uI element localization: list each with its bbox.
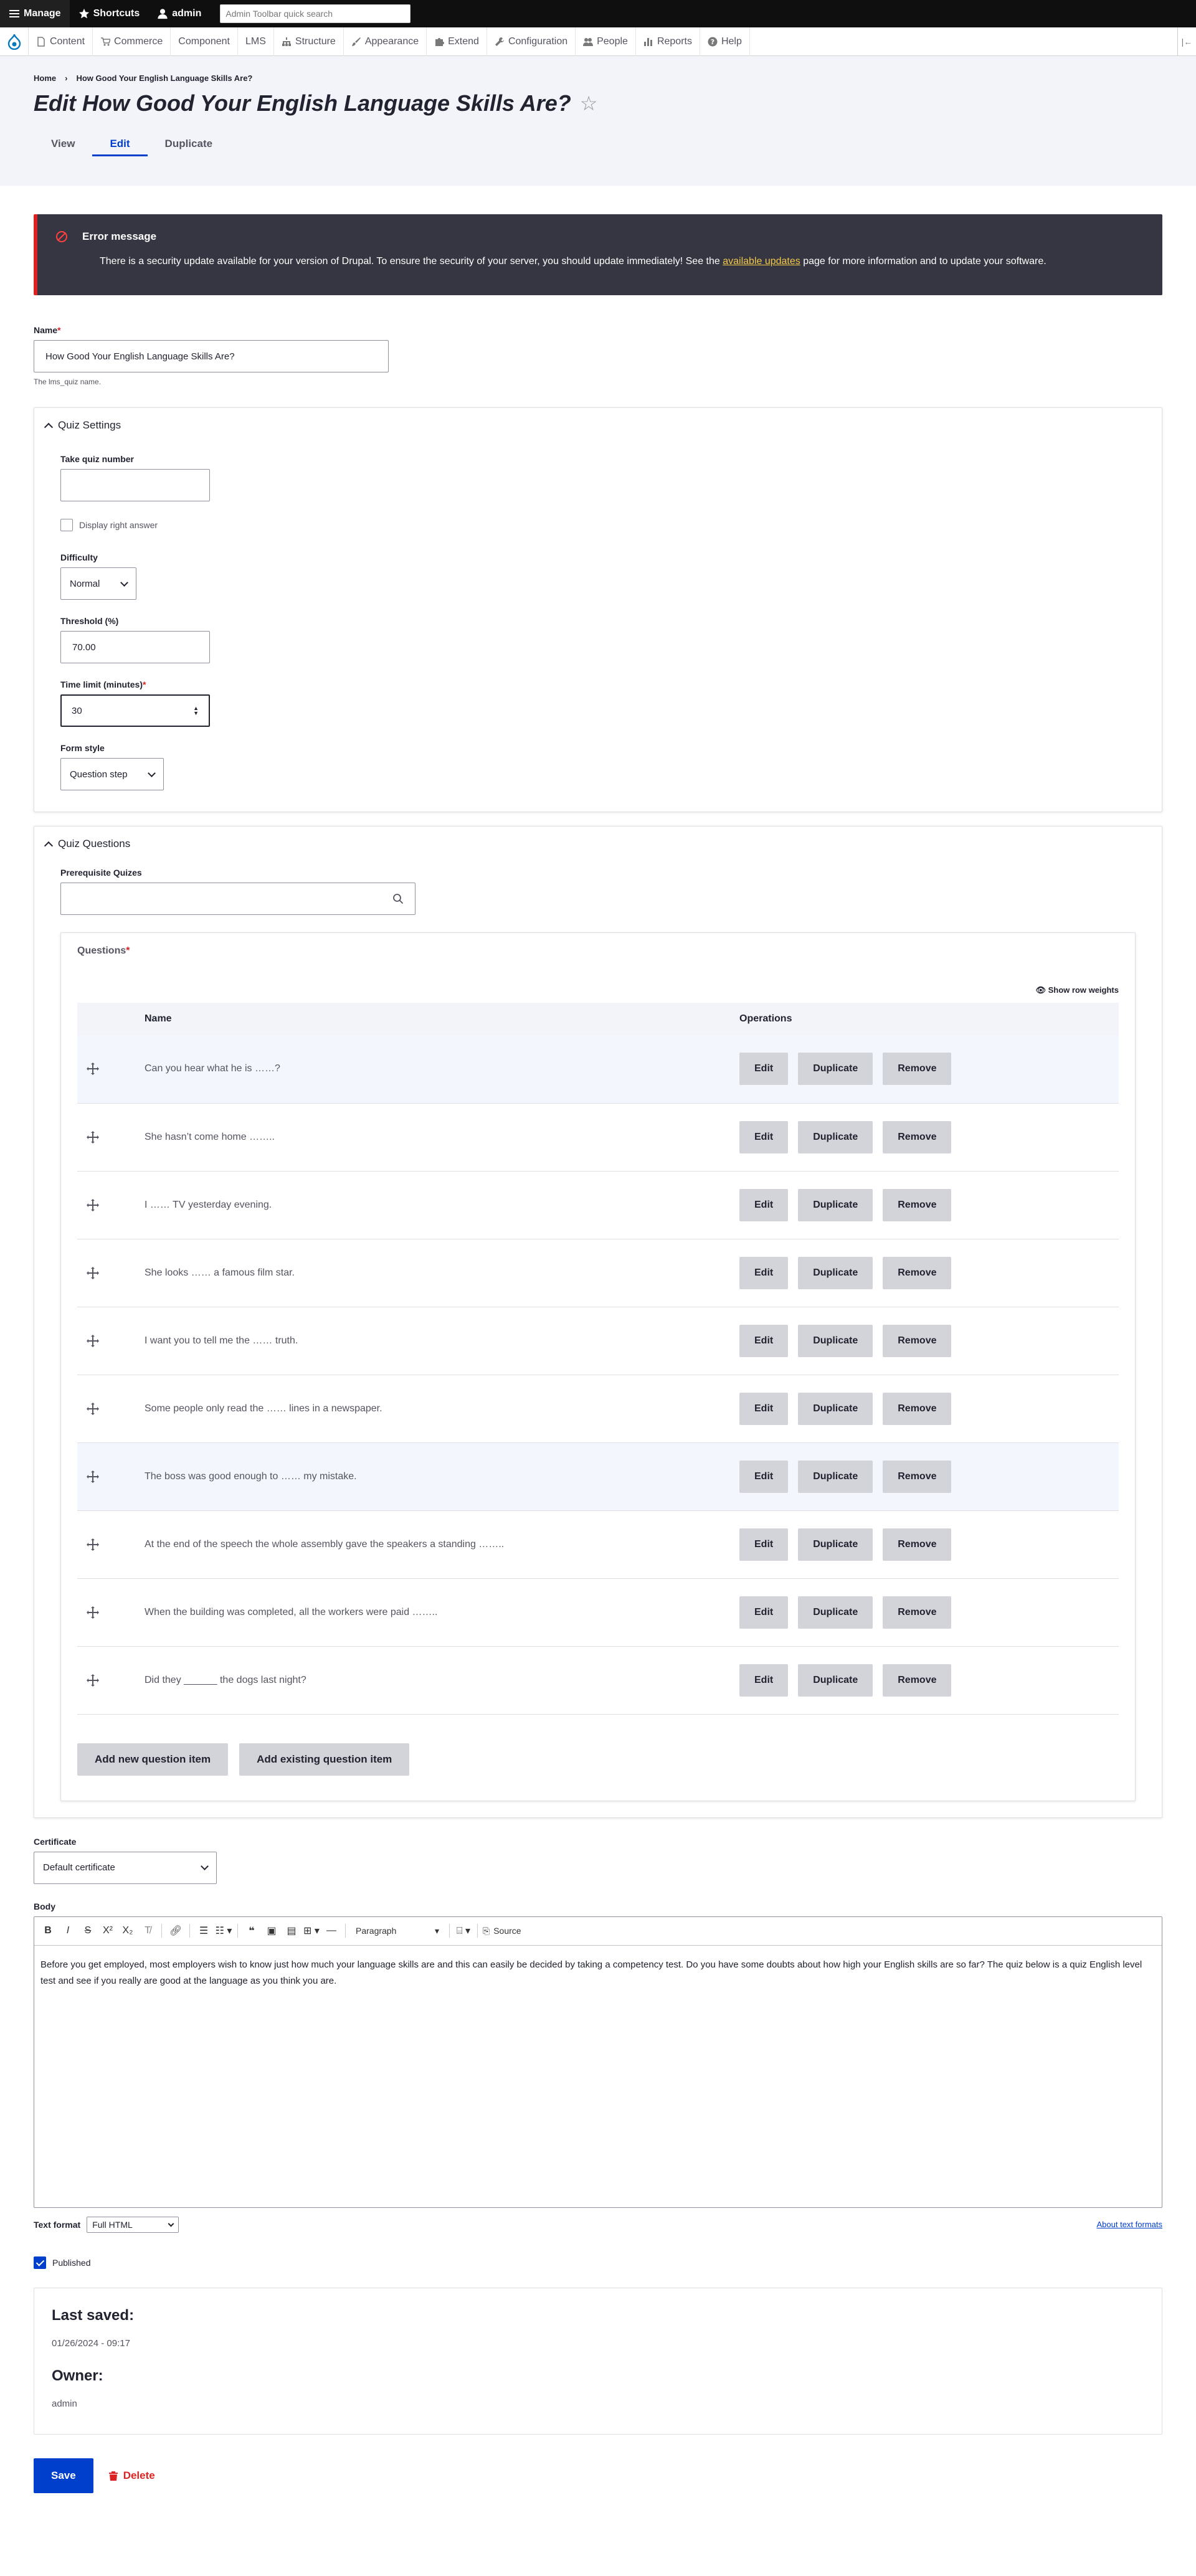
remove-button[interactable]: Remove bbox=[883, 1257, 951, 1289]
search-icon bbox=[392, 893, 404, 904]
table-row bbox=[77, 1103, 1119, 1171]
code-block-icon[interactable]: ⌸ ▾ bbox=[456, 1926, 471, 1936]
drag-handle-cell bbox=[77, 1646, 145, 1714]
paragraph-label: Paragraph bbox=[356, 1926, 397, 1936]
remove-button[interactable]: Remove bbox=[883, 1189, 951, 1221]
source-button[interactable] bbox=[483, 1921, 521, 1940]
tray-item-component[interactable] bbox=[171, 27, 238, 56]
tab-view[interactable]: View bbox=[51, 138, 75, 149]
tray-label: People bbox=[597, 36, 628, 47]
drag-handle-icon[interactable] bbox=[86, 1266, 100, 1280]
drag-handle-cell bbox=[77, 1239, 145, 1307]
quiz-settings-summary[interactable] bbox=[34, 408, 1162, 443]
tray-label: Commerce bbox=[114, 36, 163, 47]
error-message bbox=[34, 214, 1162, 295]
drag-handle-cell bbox=[77, 1510, 145, 1578]
edit-button[interactable]: Edit bbox=[739, 1393, 788, 1425]
source-label: Source bbox=[493, 1926, 521, 1936]
operations-cell bbox=[739, 1510, 1119, 1578]
operations-cell bbox=[739, 1035, 1119, 1103]
meta-box bbox=[34, 2288, 1162, 2435]
duplicate-button[interactable]: Duplicate bbox=[798, 1189, 873, 1221]
duplicate-button[interactable]: Duplicate bbox=[798, 1528, 873, 1561]
bold-icon[interactable]: B bbox=[44, 1925, 52, 1936]
owner-value: admin bbox=[52, 2398, 77, 2409]
drag-handle-icon[interactable] bbox=[86, 1606, 100, 1619]
toolbar-separator bbox=[449, 1924, 450, 1938]
tray-orientation-toggle-icon[interactable]: |← bbox=[1177, 27, 1196, 56]
header-name: Name bbox=[145, 1013, 172, 1024]
time-limit-input[interactable] bbox=[60, 694, 210, 727]
edit-button[interactable]: Edit bbox=[739, 1121, 788, 1153]
about-text-formats-link[interactable]: About text formats bbox=[1096, 2220, 1162, 2229]
tray-label: Appearance bbox=[364, 36, 419, 47]
subscript-icon[interactable]: X₂ bbox=[122, 1925, 133, 1936]
certificate-field-group bbox=[34, 1837, 1162, 1884]
threshold-label: Threshold (%) bbox=[60, 616, 119, 626]
questions-fieldset bbox=[60, 932, 1136, 1801]
time-limit-value: 30 bbox=[72, 705, 82, 716]
chevron-down-icon bbox=[148, 769, 156, 777]
tray-label: Reports bbox=[657, 36, 692, 47]
toolbar-separator bbox=[189, 1924, 190, 1938]
error-text bbox=[100, 254, 1144, 269]
form-style-value: Question step bbox=[70, 769, 128, 780]
drag-handle-cell bbox=[77, 1103, 145, 1171]
quiz-settings-details bbox=[34, 407, 1162, 812]
owner-label: Owner: bbox=[52, 2367, 103, 2384]
edit-button[interactable]: Edit bbox=[739, 1528, 788, 1561]
remove-button[interactable]: Remove bbox=[883, 1393, 951, 1425]
editor-toolbar bbox=[34, 1917, 1162, 1946]
published-label: Published bbox=[52, 2257, 91, 2268]
drag-handle-icon[interactable] bbox=[86, 1538, 100, 1551]
table-row bbox=[77, 1442, 1119, 1510]
tray-item-commerce[interactable] bbox=[93, 27, 171, 56]
admin-quick-search-input[interactable] bbox=[220, 4, 411, 23]
user-icon bbox=[157, 8, 168, 19]
operations-cell bbox=[739, 1375, 1119, 1442]
questions-table bbox=[77, 1003, 1119, 1715]
tray-label: LMS bbox=[245, 36, 266, 47]
people-icon bbox=[583, 37, 593, 47]
duplicate-button[interactable]: Duplicate bbox=[798, 1393, 873, 1425]
remove-button[interactable]: Remove bbox=[883, 1664, 951, 1697]
question-name: The boss was good enough to …… my mistake. bbox=[145, 1470, 357, 1482]
tray-item-appearance[interactable] bbox=[344, 27, 427, 56]
show-row-weights-label: Show row weights bbox=[1048, 985, 1119, 995]
italic-icon[interactable]: I bbox=[66, 1925, 70, 1936]
remove-button[interactable]: Remove bbox=[883, 1528, 951, 1561]
operations-cell bbox=[739, 1103, 1119, 1171]
edit-button[interactable]: Edit bbox=[739, 1664, 788, 1697]
tray-item-extend[interactable] bbox=[427, 27, 487, 56]
edit-button[interactable]: Edit bbox=[739, 1325, 788, 1357]
operations-cell bbox=[739, 1578, 1119, 1646]
table-row bbox=[77, 1510, 1119, 1578]
last-saved-value: 01/26/2024 - 09:17 bbox=[52, 2337, 130, 2349]
display-right-answer-label: Display right answer bbox=[79, 520, 158, 530]
drag-handle-cell bbox=[77, 1307, 145, 1375]
spinner-icon[interactable]: ▲ ▼ bbox=[193, 705, 199, 716]
tray-item-structure[interactable] bbox=[274, 27, 344, 56]
image-icon[interactable]: ▣ bbox=[267, 1926, 277, 1936]
content-icon bbox=[36, 37, 46, 47]
add-existing-question-button[interactable]: Add existing question item bbox=[239, 1743, 409, 1776]
drag-handle-cell bbox=[77, 1171, 145, 1239]
rich-text-editor bbox=[34, 1916, 1162, 2208]
drupal-logo-icon[interactable] bbox=[0, 27, 29, 56]
difficulty-value: Normal bbox=[70, 578, 100, 589]
star-shortcut-icon[interactable]: ☆ bbox=[579, 92, 598, 115]
tray-label: Structure bbox=[295, 36, 336, 47]
name-field-group bbox=[34, 325, 1162, 386]
form-style-label: Form style bbox=[60, 743, 105, 753]
take-quiz-input[interactable] bbox=[60, 469, 210, 501]
media-icon[interactable]: ▤ bbox=[287, 1926, 297, 1936]
text-format-select[interactable] bbox=[87, 2217, 179, 2233]
name-description: The lms_quiz name. bbox=[34, 377, 102, 386]
table-row bbox=[77, 1239, 1119, 1307]
breadcrumb-separator-icon: › bbox=[65, 73, 68, 83]
shortcuts-button[interactable] bbox=[70, 0, 149, 27]
tray-label: Component bbox=[178, 36, 230, 47]
tray-item-people[interactable] bbox=[576, 27, 636, 56]
save-button[interactable]: Save bbox=[34, 2458, 93, 2493]
hamburger-icon bbox=[9, 8, 20, 19]
shortcuts-label: Shortcuts bbox=[93, 8, 140, 19]
tab-duplicate[interactable]: Duplicate bbox=[164, 138, 213, 149]
published-checkbox[interactable] bbox=[34, 2256, 46, 2269]
puzzle-icon bbox=[434, 37, 444, 47]
tray-label: Extend bbox=[448, 36, 479, 47]
editor-body[interactable]: Before you get employed, most employers wish to know just how much your language skills are and this can easily be decided by taking a competency test. Do you have some doubts about how high your English skills are so far? The quiz below is a quiz English level test and see if you really are good at the language as you think you are. bbox=[40, 1959, 1142, 1986]
published-row bbox=[34, 2256, 1162, 2269]
main-content bbox=[0, 186, 1196, 2531]
drag-handle-cell bbox=[77, 1035, 145, 1103]
error-icon bbox=[56, 231, 67, 242]
tray-item-configuration[interactable] bbox=[487, 27, 576, 56]
text-format-value: Full HTML bbox=[92, 2219, 133, 2230]
chevron-down-icon bbox=[201, 1862, 209, 1870]
duplicate-button[interactable]: Duplicate bbox=[798, 1596, 873, 1629]
operations-cell bbox=[739, 1239, 1119, 1307]
form-style-select[interactable] bbox=[60, 758, 164, 790]
required-marker: * bbox=[142, 680, 146, 689]
toolbar-separator bbox=[477, 1924, 478, 1938]
tray-item-lms[interactable] bbox=[238, 27, 274, 56]
duplicate-button[interactable]: Duplicate bbox=[798, 1325, 873, 1357]
chevron-up-icon bbox=[44, 841, 53, 850]
show-row-weights-button[interactable] bbox=[77, 985, 1119, 995]
chevron-up-icon bbox=[44, 422, 53, 431]
question-name: Can you hear what he is ……? bbox=[145, 1063, 280, 1074]
threshold-input[interactable]: 70.00 bbox=[60, 631, 210, 663]
bulleted-list-icon[interactable]: ☰ bbox=[199, 1926, 209, 1936]
operations-cell bbox=[739, 1442, 1119, 1510]
remove-button[interactable]: Remove bbox=[883, 1053, 951, 1085]
drag-handle-icon[interactable] bbox=[86, 1062, 100, 1076]
prerequisite-quizzes-input[interactable] bbox=[60, 883, 415, 915]
quiz-settings-title: Quiz Settings bbox=[58, 419, 121, 431]
page-title-row bbox=[34, 90, 1162, 116]
toolbar-separator bbox=[345, 1924, 346, 1938]
paragraph-format-dropdown[interactable] bbox=[351, 1926, 444, 1936]
wrench-icon bbox=[495, 37, 505, 47]
name-input[interactable]: How Good Your English Language Skills Are? bbox=[34, 340, 389, 372]
quiz-questions-title: Quiz Questions bbox=[58, 838, 131, 850]
table-header-row bbox=[77, 1003, 1119, 1035]
drag-handle-icon[interactable] bbox=[86, 1198, 100, 1212]
breadcrumb bbox=[34, 73, 1162, 83]
blockquote-icon[interactable]: ❝ bbox=[249, 1926, 255, 1936]
duplicate-button[interactable]: Duplicate bbox=[798, 1121, 873, 1153]
question-name: She looks …… a famous film star. bbox=[145, 1267, 295, 1278]
table-row bbox=[77, 1375, 1119, 1442]
drag-handle-cell bbox=[77, 1578, 145, 1646]
header-operations: Operations bbox=[739, 1013, 792, 1024]
commerce-icon bbox=[100, 37, 110, 47]
add-new-question-button[interactable]: Add new question item bbox=[77, 1743, 228, 1776]
question-name: Did they ______ the dogs last night? bbox=[145, 1674, 306, 1685]
name-label: Name bbox=[34, 325, 58, 335]
edit-button[interactable]: Edit bbox=[739, 1461, 788, 1493]
questions-label: Questions bbox=[77, 945, 126, 956]
drag-handle-icon[interactable] bbox=[86, 1334, 100, 1348]
difficulty-select[interactable] bbox=[60, 567, 136, 600]
operations-cell bbox=[739, 1307, 1119, 1375]
drag-handle-cell bbox=[77, 1442, 145, 1510]
breadcrumb-current[interactable]: How Good Your English Language Skills Are? bbox=[76, 73, 253, 83]
table-row bbox=[77, 1035, 1119, 1103]
chevron-down-icon bbox=[120, 579, 128, 587]
manage-button[interactable] bbox=[0, 0, 70, 27]
body-field-group bbox=[34, 1901, 1162, 2233]
body-label: Body bbox=[34, 1901, 55, 1911]
superscript-icon[interactable]: X² bbox=[103, 1925, 113, 1936]
operations-cell bbox=[739, 1171, 1119, 1239]
prerequisite-label: Prerequisite Quizes bbox=[60, 868, 142, 878]
page-header bbox=[0, 56, 1196, 186]
tab-edit[interactable]: Edit bbox=[92, 131, 147, 156]
tray-label: Content bbox=[50, 36, 85, 47]
question-name: When the building was completed, all the workers were paid …….. bbox=[145, 1606, 438, 1617]
chevron-down-icon: ▾ bbox=[434, 1925, 439, 1936]
tray-item-reports[interactable] bbox=[636, 27, 700, 56]
table-icon[interactable]: ⊞ ▾ bbox=[303, 1926, 320, 1936]
manage-label: Manage bbox=[24, 8, 61, 19]
tray-label: Configuration bbox=[508, 36, 568, 47]
edit-button[interactable]: Edit bbox=[739, 1257, 788, 1289]
duplicate-button[interactable]: Duplicate bbox=[798, 1461, 873, 1493]
form-actions bbox=[34, 2458, 1162, 2493]
header-handle bbox=[77, 1003, 145, 1035]
numbered-list-icon[interactable]: ☷ ▾ bbox=[215, 1926, 232, 1936]
horizontal-line-icon[interactable]: — bbox=[326, 1925, 336, 1936]
remove-button[interactable]: Remove bbox=[883, 1121, 951, 1153]
admin-toolbar bbox=[0, 0, 1196, 27]
tray-label: Help bbox=[721, 36, 742, 47]
toolbar-separator bbox=[237, 1924, 238, 1938]
remove-button[interactable]: Remove bbox=[883, 1461, 951, 1493]
remove-format-icon[interactable]: T̸ bbox=[145, 1925, 151, 1936]
error-title: Error message bbox=[82, 230, 157, 242]
source-icon: ⎘ bbox=[483, 1925, 490, 1936]
help-icon bbox=[708, 37, 718, 47]
certificate-select[interactable] bbox=[34, 1852, 217, 1884]
display-right-answer-row bbox=[60, 519, 1136, 531]
user-button[interactable] bbox=[148, 0, 210, 27]
table-row bbox=[77, 1578, 1119, 1646]
edit-button[interactable]: Edit bbox=[739, 1596, 788, 1629]
quiz-questions-summary[interactable] bbox=[34, 826, 1162, 861]
question-name: I …… TV yesterday evening. bbox=[145, 1199, 272, 1210]
required-marker: * bbox=[57, 325, 61, 335]
certificate-value: Default certificate bbox=[43, 1862, 115, 1873]
required-marker: * bbox=[126, 945, 130, 956]
drag-handle-icon[interactable] bbox=[86, 1470, 100, 1484]
eye-icon: 👁︎ bbox=[1035, 985, 1046, 995]
admin-tray bbox=[0, 27, 1196, 56]
chevron-down-icon bbox=[168, 2220, 174, 2227]
display-right-answer-checkbox[interactable] bbox=[60, 519, 73, 531]
table-row bbox=[77, 1646, 1119, 1714]
remove-button[interactable]: Remove bbox=[883, 1325, 951, 1357]
toolbar-separator bbox=[161, 1924, 162, 1938]
drag-handle-icon[interactable] bbox=[86, 1130, 100, 1144]
question-name: At the end of the speech the whole assembly gave the speakers a standing …….. bbox=[145, 1538, 505, 1550]
operations-cell bbox=[739, 1646, 1119, 1714]
last-saved-label: Last saved: bbox=[52, 2306, 135, 2324]
primary-tabs bbox=[34, 131, 1162, 156]
paintbrush-icon bbox=[351, 37, 361, 47]
delete-label: Delete bbox=[123, 2469, 155, 2481]
time-limit-label: Time limit (minutes) bbox=[60, 680, 143, 689]
difficulty-label: Difficulty bbox=[60, 552, 98, 562]
bar-chart-icon bbox=[643, 37, 653, 47]
question-name: She hasn’t come home …….. bbox=[145, 1131, 275, 1142]
certificate-label: Certificate bbox=[34, 1836, 77, 1847]
duplicate-button[interactable]: Duplicate bbox=[798, 1053, 873, 1085]
drag-handle-icon[interactable] bbox=[86, 1674, 100, 1687]
duplicate-button[interactable]: Duplicate bbox=[798, 1257, 873, 1289]
drag-handle-cell bbox=[77, 1375, 145, 1442]
star-icon bbox=[78, 8, 90, 19]
page-title: Edit How Good Your English Language Skills Are? bbox=[34, 90, 571, 116]
edit-button[interactable]: Edit bbox=[739, 1053, 788, 1085]
tray-item-help[interactable] bbox=[700, 27, 750, 56]
duplicate-button[interactable]: Duplicate bbox=[798, 1664, 873, 1697]
tray-item-content[interactable] bbox=[29, 27, 93, 56]
link-icon[interactable]: 🔗︎ bbox=[169, 1926, 183, 1936]
table-row bbox=[77, 1307, 1119, 1375]
quiz-questions-details bbox=[34, 826, 1162, 1818]
remove-button[interactable]: Remove bbox=[883, 1596, 951, 1629]
table-row bbox=[77, 1171, 1119, 1239]
error-text-before: There is a security update available for your version of Drupal. To ensure the security of your server, you should update immediately! See the bbox=[100, 256, 723, 267]
drag-handle-icon[interactable] bbox=[86, 1402, 100, 1416]
edit-button[interactable]: Edit bbox=[739, 1189, 788, 1221]
user-label: admin bbox=[172, 8, 202, 19]
take-quiz-label: Take quiz number bbox=[60, 454, 134, 464]
text-format-label: Text format bbox=[34, 2219, 81, 2230]
structure-icon bbox=[282, 37, 292, 47]
question-name: I want you to tell me the …… truth. bbox=[145, 1335, 298, 1346]
svg-text:?: ? bbox=[710, 37, 715, 46]
delete-button[interactable] bbox=[108, 2469, 155, 2482]
trash-icon bbox=[108, 2471, 118, 2481]
error-text-after: page for more information and to update your software. bbox=[800, 256, 1046, 267]
available-updates-link[interactable]: available updates bbox=[723, 256, 800, 267]
question-name: Some people only read the …… lines in a newspaper. bbox=[145, 1403, 382, 1414]
breadcrumb-home[interactable]: Home bbox=[34, 73, 57, 83]
strikethrough-icon[interactable]: S bbox=[84, 1925, 92, 1936]
